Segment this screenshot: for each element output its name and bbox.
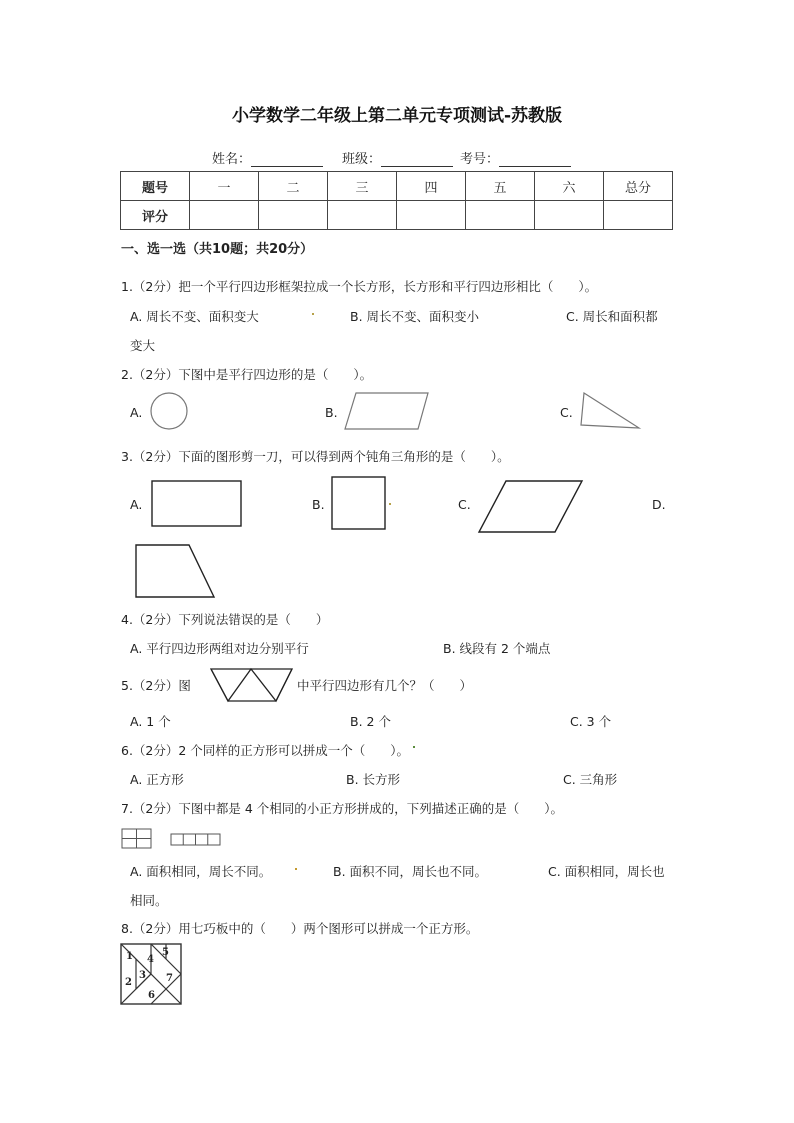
q1-option-c[interactable]: C. 周长和面积都 [566, 309, 658, 324]
score-table-header-row [121, 172, 673, 201]
square-shape [331, 476, 387, 530]
q6-option-a[interactable]: A. 正方形 [130, 772, 184, 787]
tangram-label-2: 2 [125, 977, 132, 988]
q4-option-b[interactable]: B. 线段有 2 个端点 [443, 641, 551, 656]
parallelogram-shape [478, 480, 584, 534]
score-header-cell: 总分 [604, 172, 673, 201]
name-label: 姓名： [212, 152, 252, 167]
q6-option-c[interactable]: C. 三角形 [563, 772, 618, 787]
speck-mark [312, 313, 314, 315]
q3-option-b[interactable]: B. [312, 497, 325, 512]
circle-shape [150, 392, 190, 432]
score-cell[interactable] [535, 201, 604, 230]
question-2-text: 2.（2分）下图中是平行四边形的是（ ）。 [121, 367, 373, 382]
score-row-label: 评分 [121, 201, 190, 230]
trapezoid-shape [135, 544, 217, 600]
tangram-figure [119, 942, 185, 1008]
score-cell[interactable] [604, 201, 673, 230]
id-label: 考号： [460, 152, 500, 167]
q5-option-b[interactable]: B. 2 个 [350, 714, 391, 729]
class-label: 班级： [342, 152, 382, 167]
tangram-label-7: 7 [166, 973, 173, 984]
name-field[interactable] [212, 148, 323, 167]
q7-option-b[interactable]: B. 面积不同，周长也不同。 [333, 864, 488, 879]
class-blank[interactable] [381, 152, 453, 167]
q4-option-a[interactable]: A. 平行四边形两组对边分别平行 [130, 641, 309, 656]
score-cell[interactable] [397, 201, 466, 230]
speck-mark [413, 746, 415, 748]
score-header-cell: 一 [190, 172, 259, 201]
q3-option-c[interactable]: C. [458, 497, 471, 512]
question-3-text: 3.（2分）下面的图形剪一刀，可以得到两个钝角三角形的是（ ）。 [121, 449, 510, 464]
page-title: 小学数学二年级上第二单元专项测试-苏教版 [231, 106, 563, 126]
id-blank[interactable] [499, 152, 571, 167]
triangle-shape [580, 392, 642, 432]
tangram-label-5: 5 [162, 947, 169, 958]
q7-option-a[interactable]: A. 面积相同，周长不同。 [130, 864, 272, 879]
tangram-label-3: 3 [139, 970, 146, 981]
class-field[interactable] [342, 148, 453, 167]
q5-option-c[interactable]: C. 3 个 [570, 714, 612, 729]
q3-option-a[interactable]: A. [130, 497, 143, 512]
score-cell[interactable] [466, 201, 535, 230]
q3-option-d[interactable]: D. [652, 497, 666, 512]
score-header-cell: 六 [535, 172, 604, 201]
q7-option-c[interactable]: C. 面积相同，周长也 [548, 864, 665, 879]
q6-option-b[interactable]: B. 长方形 [346, 772, 401, 787]
tangram-label-6: 6 [148, 990, 155, 1001]
name-blank[interactable] [251, 152, 323, 167]
question-5-text-end: 中平行四边形有几个？（ ） [297, 678, 473, 693]
question-7-text: 7.（2分）下图中都是 4 个相同的小正方形拼成的，下列描述正确的是（ ）。 [121, 801, 564, 816]
triangles-figure [210, 668, 294, 704]
q1-option-c-continued: 变大 [130, 338, 156, 353]
score-table-score-row [121, 201, 673, 230]
score-cell[interactable] [259, 201, 328, 230]
tangram-label-1: 1 [126, 951, 133, 962]
score-cell[interactable] [328, 201, 397, 230]
rectangle-shape [151, 480, 243, 528]
section-heading: 一、选一选（共10题；共20分） [121, 242, 314, 257]
question-5-text-start: 5.（2分）图 [121, 678, 191, 693]
id-field[interactable] [460, 148, 571, 167]
score-header-cell: 二 [259, 172, 328, 201]
q1-option-a[interactable]: A. 周长不变、面积变大 [130, 309, 259, 324]
score-header-cell: 四 [397, 172, 466, 201]
tangram-label-4: 4 [147, 954, 154, 965]
speck-mark [295, 868, 297, 870]
q5-option-a[interactable]: A. 1 个 [130, 714, 171, 729]
square-2x2-figure [121, 828, 153, 850]
question-6-text: 6.（2分）2 个同样的正方形可以拼成一个（ ）。 [121, 743, 410, 758]
score-header-cell: 三 [328, 172, 397, 201]
score-header-cell: 题号 [121, 172, 190, 201]
question-8-text: 8.（2分）用七巧板中的（ ）两个图形可以拼成一个正方形。 [121, 921, 479, 936]
q2-option-a[interactable]: A. [130, 405, 143, 420]
question-4-text: 4.（2分）下列说法错误的是（ ） [121, 612, 329, 627]
square-1x4-figure [170, 833, 222, 847]
speck-mark [389, 503, 391, 505]
q2-option-b[interactable]: B. [325, 405, 338, 420]
parallelogram-shape [342, 392, 432, 432]
score-header-cell: 五 [466, 172, 535, 201]
question-1-text: 1.（2分）把一个平行四边形框架拉成一个长方形，长方形和平行四边形相比（ ）。 [121, 279, 598, 294]
q7-option-c-continued: 相同。 [130, 893, 168, 908]
score-cell[interactable] [190, 201, 259, 230]
q1-option-b[interactable]: B. 周长不变、面积变小 [350, 309, 480, 324]
score-table [120, 171, 673, 230]
q2-option-c[interactable]: C. [560, 405, 573, 420]
